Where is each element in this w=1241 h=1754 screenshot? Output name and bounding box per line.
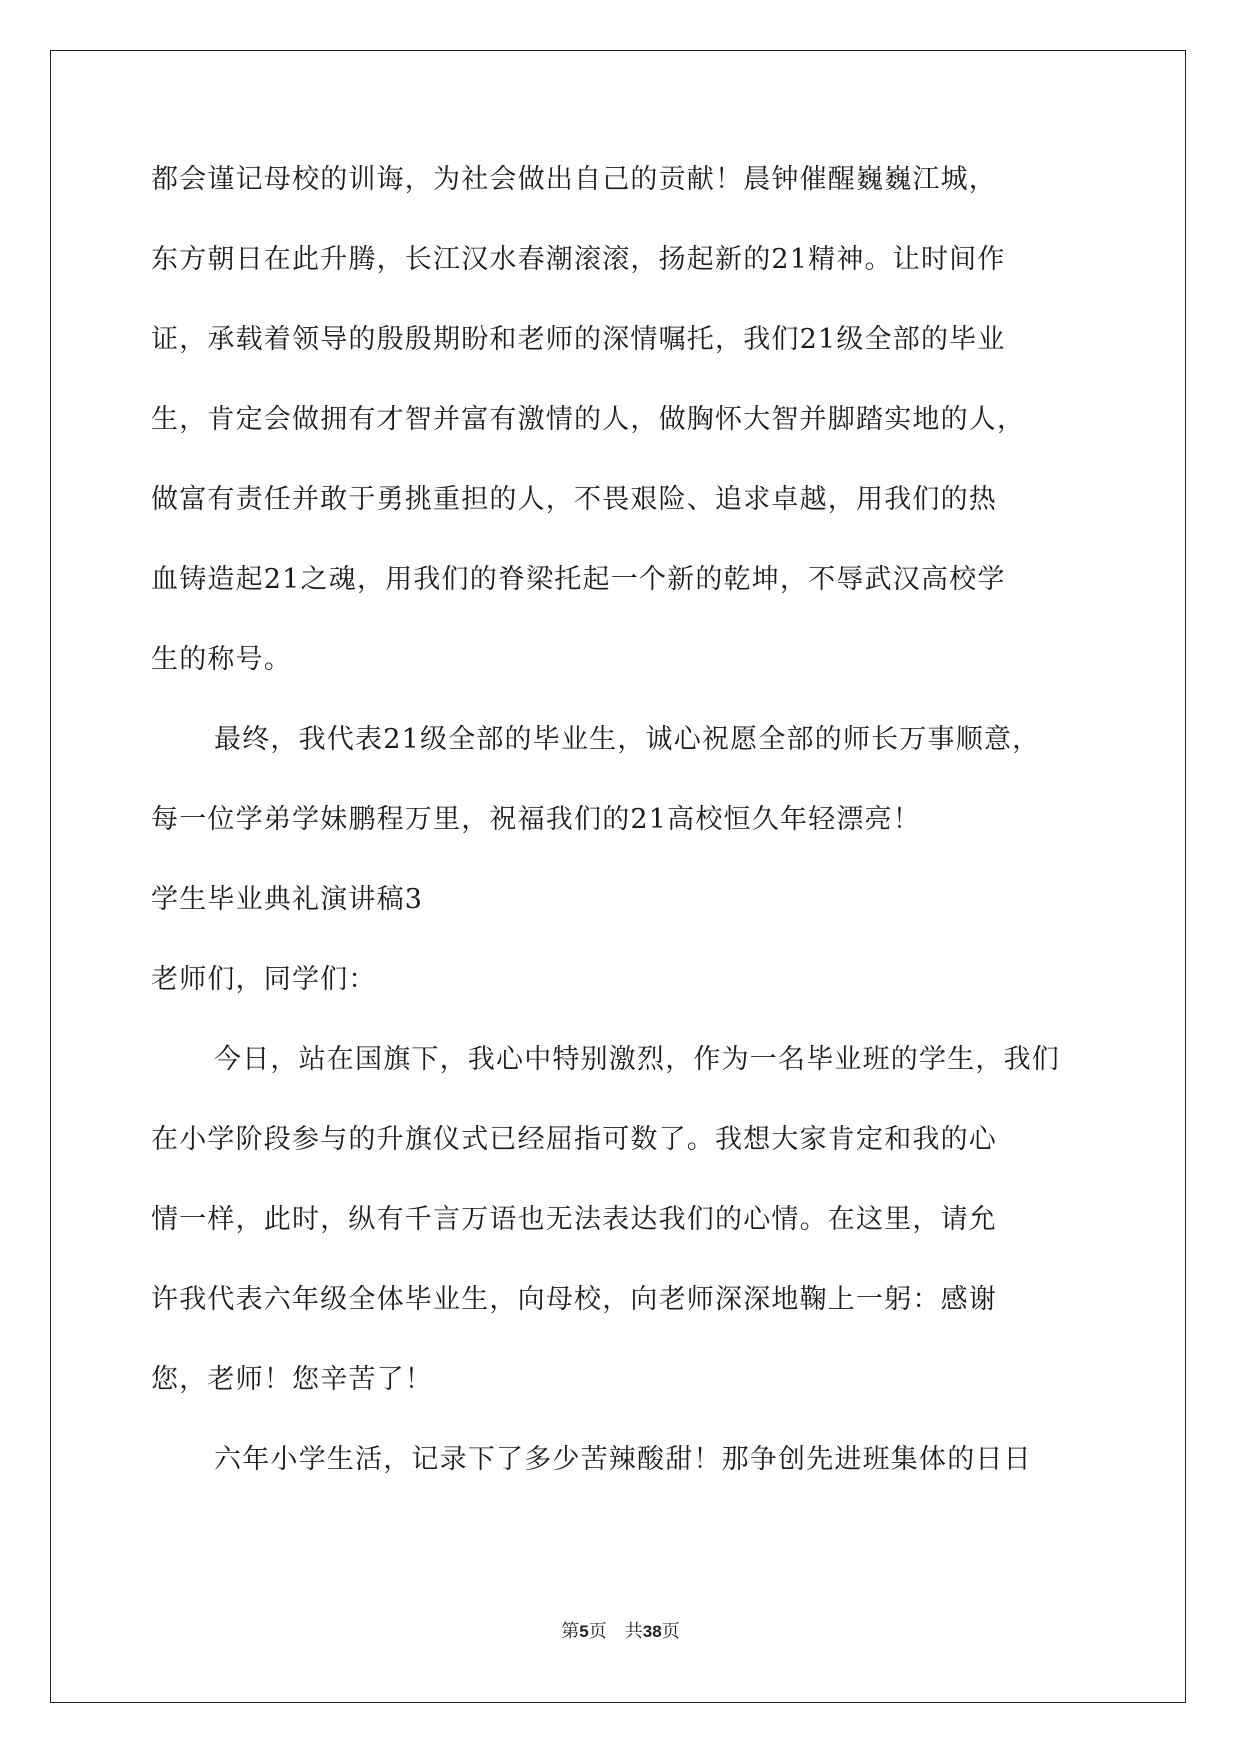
paragraph-start-line: 最终，我代表21级全部的毕业生，诚心祝愿全部的师长万事顺意， <box>214 724 1041 755</box>
body-line: 血铸造起21之魂，用我们的脊梁托起一个新的乾坤，不辱武汉高校学 <box>151 564 1006 595</box>
section-heading: 学生毕业典礼演讲稿3 <box>151 884 424 915</box>
body-line: 证，承载着领导的殷殷期盼和老师的深情嘱托，我们21级全部的毕业 <box>151 324 1006 355</box>
body-line: 生的称号。 <box>151 644 292 675</box>
salutation-line: 老师们，同学们： <box>151 964 377 995</box>
footer-total-suffix: 页 <box>661 1621 680 1642</box>
body-line: 做富有责任并敢于勇挑重担的人，不畏艰险、追求卓越，用我们的热 <box>151 484 997 515</box>
paragraph-start-line: 今日，站在国旗下，我心中特别激烈，作为一名毕业班的学生，我们 <box>214 1044 1060 1075</box>
body-line: 在小学阶段参与的升旗仪式已经屈指可数了。我想大家肯定和我的心 <box>151 1124 997 1155</box>
body-line: 生，肯定会做拥有才智并富有激情的人，做胸怀大智并脚踏实地的人， <box>151 404 1026 435</box>
body-line: 情一样，此时，纵有千言万语也无法表达我们的心情。在这里，请允 <box>151 1204 997 1235</box>
body-line: 都会谨记母校的训诲，为社会做出自己的贡献！晨钟催醒巍巍江城， <box>151 164 997 195</box>
footer-total-prefix: 共 <box>624 1621 643 1642</box>
footer-page-number: 5 <box>579 1622 589 1641</box>
footer-page-prefix: 第 <box>561 1621 580 1642</box>
body-line: 许我代表六年级全体毕业生，向母校，向老师深深地鞠上一躬：感谢 <box>151 1284 997 1315</box>
body-line: 您，老师！您辛苦了！ <box>151 1364 433 1395</box>
document-body <box>151 140 1097 1500</box>
footer-total-pages: 38 <box>642 1622 662 1641</box>
body-line: 每一位学弟学妹鹏程万里，祝福我们的21高校恒久年轻漂亮！ <box>151 804 921 835</box>
body-line: 东方朝日在此升腾，长江汉水春潮滚滚，扬起新的21精神。让时间作 <box>151 244 1006 275</box>
page-footer <box>0 1620 1241 1644</box>
paragraph-start-line: 六年小学生活，记录下了多少苦辣酸甜！那争创先进班集体的日日 <box>214 1444 1032 1475</box>
footer-page-suffix: 页 <box>588 1621 607 1642</box>
